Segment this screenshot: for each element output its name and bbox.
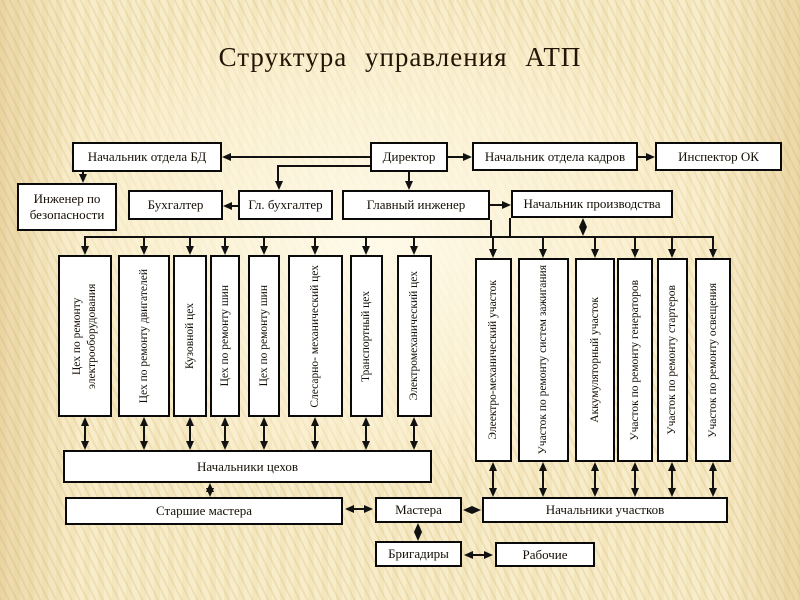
arrowhead-icon [646, 153, 655, 161]
section-label: Участок по ремонту стартеров [666, 285, 679, 435]
arrowhead-icon [186, 417, 194, 426]
arrowhead-icon [206, 483, 214, 492]
connector-line [224, 425, 226, 442]
node-workshop [210, 255, 240, 417]
arrowhead-icon [539, 249, 547, 258]
section-label: Элеектро-механический участок [487, 280, 500, 440]
node-gl-buhgalter: Гл. бухгалтер [238, 190, 333, 220]
node-section [657, 258, 688, 462]
arrowhead-icon [223, 202, 232, 210]
connector-line [490, 204, 502, 206]
arrowhead-icon [709, 488, 717, 497]
connector-line [278, 165, 371, 167]
node-buhgalter: Бухгалтер [128, 190, 223, 220]
arrowhead-icon [362, 417, 370, 426]
arrowhead-icon [345, 505, 354, 513]
arrowhead-icon [186, 246, 194, 255]
connector-line [354, 508, 364, 510]
arrowhead-icon [81, 417, 89, 426]
node-starshie-mastera: Старшие мастера [65, 497, 343, 525]
connector-line [490, 220, 492, 237]
node-workshop [397, 255, 432, 417]
arrowhead-icon [362, 441, 370, 450]
arrowhead-icon [463, 506, 472, 514]
node-brigadiry: Бригадиры [375, 541, 462, 567]
arrowhead-icon [579, 227, 587, 236]
workshop-label: Слесарно- механический цех [309, 264, 322, 408]
arrowhead-icon [221, 441, 229, 450]
arrowhead-icon [668, 462, 676, 471]
arrowhead-icon [489, 488, 497, 497]
connector-line [413, 425, 415, 442]
arrowhead-icon [79, 174, 87, 183]
arrowhead-icon [484, 551, 493, 559]
arrowhead-icon [311, 246, 319, 255]
slide-title: Структура управления АТП [218, 42, 582, 72]
workshop-label: Электромеханический цех [408, 271, 421, 401]
arrowhead-icon [472, 506, 481, 514]
workshop-label: Цех по ремонту шин [218, 285, 231, 387]
section-label: Участок по ремонту генераторов [628, 279, 641, 441]
arrowhead-icon [81, 441, 89, 450]
connector-line [492, 470, 494, 489]
arrowhead-icon [579, 218, 587, 227]
node-nachalniki-cehov: Начальники цехов [63, 450, 432, 483]
node-workshop [58, 255, 112, 417]
arrowhead-icon [410, 246, 418, 255]
node-glavnyj-inzhener: Главный инженер [342, 190, 490, 220]
workshop-label: Цех по ремонту двигателей [137, 268, 150, 404]
arrowhead-icon [591, 249, 599, 258]
node-section [475, 258, 512, 462]
arrowhead-icon [410, 441, 418, 450]
workshop-label: Цех по ремонту шин [257, 285, 270, 387]
arrowhead-icon [405, 181, 413, 190]
arrowhead-icon [631, 488, 639, 497]
arrowhead-icon [81, 246, 89, 255]
connector-line [84, 236, 714, 238]
node-nachalnik-proizvodstva: Начальник производства [511, 190, 673, 218]
node-workshop [118, 255, 170, 417]
connector-line [84, 425, 86, 442]
arrowhead-icon [140, 441, 148, 450]
arrowhead-icon [221, 417, 229, 426]
node-inspektor-ok: Инспектор ОК [655, 142, 782, 171]
connector-line [671, 470, 673, 489]
node-section [518, 258, 569, 462]
node-mastera: Мастера [375, 497, 462, 523]
arrowhead-icon [311, 441, 319, 450]
node-nachalnik-otdela-kadrov: Начальник отдела кадров [472, 142, 638, 171]
arrowhead-icon [414, 523, 422, 532]
node-direktor: Директор [370, 142, 448, 172]
node-workshop [248, 255, 280, 417]
arrowhead-icon [221, 246, 229, 255]
arrowhead-icon [591, 462, 599, 471]
arrowhead-icon [709, 462, 717, 471]
arrowhead-icon [140, 417, 148, 426]
section-label: Аккумуляторный участок [588, 297, 601, 423]
arrowhead-icon [502, 201, 511, 209]
connector-line [594, 470, 596, 489]
arrowhead-icon [364, 505, 373, 513]
section-label: Участок по ремонту систем зажигания [537, 265, 550, 455]
arrowhead-icon [414, 532, 422, 541]
arrowhead-icon [140, 246, 148, 255]
connector-line [448, 156, 463, 158]
connector-line [634, 470, 636, 489]
connector-line [277, 165, 279, 182]
arrowhead-icon [260, 417, 268, 426]
node-workshop [288, 255, 343, 417]
node-nachalnik-otdela-bd: Начальник отдела БД [72, 142, 222, 172]
arrowhead-icon [668, 488, 676, 497]
arrowhead-icon [222, 153, 231, 161]
connector-line [231, 156, 370, 158]
arrowhead-icon [410, 417, 418, 426]
node-section [695, 258, 731, 462]
arrowhead-icon [539, 462, 547, 471]
connector-line [473, 554, 484, 556]
workshop-label: Транспортный цех [360, 290, 373, 382]
node-rabochie: Рабочие [495, 542, 595, 567]
arrowhead-icon [591, 488, 599, 497]
connector-line [542, 470, 544, 489]
node-section [575, 258, 615, 462]
arrowhead-icon [311, 417, 319, 426]
node-section [617, 258, 653, 462]
connector-line [189, 425, 191, 442]
arrowhead-icon [275, 181, 283, 190]
connector-line [365, 425, 367, 442]
connector-line [143, 425, 145, 442]
node-nachalniki-uchastkov: Начальники участков [482, 497, 728, 523]
connector-line [638, 156, 646, 158]
workshop-label: Цех по ремонту электрооборудования [71, 283, 98, 389]
arrowhead-icon [489, 462, 497, 471]
connector-line [712, 470, 714, 489]
arrowhead-icon [668, 249, 676, 258]
arrowhead-icon [464, 551, 473, 559]
arrowhead-icon [260, 441, 268, 450]
node-workshop [173, 255, 207, 417]
arrowhead-icon [631, 249, 639, 258]
connector-line [509, 218, 511, 237]
node-workshop [350, 255, 383, 417]
connector-line [263, 425, 265, 442]
arrowhead-icon [631, 462, 639, 471]
node-inzhener-po-bezopasnosti: Инженер по безопасности [17, 183, 117, 231]
arrowhead-icon [539, 488, 547, 497]
arrowhead-icon [186, 441, 194, 450]
arrowhead-icon [362, 246, 370, 255]
arrowhead-icon [260, 246, 268, 255]
section-label: Участок по ремонту освещения [706, 282, 719, 438]
arrowhead-icon [489, 249, 497, 258]
arrowhead-icon [463, 153, 472, 161]
arrowhead-icon [709, 249, 717, 258]
connector-line [314, 425, 316, 442]
workshop-label: Кузовной цех [183, 302, 196, 369]
